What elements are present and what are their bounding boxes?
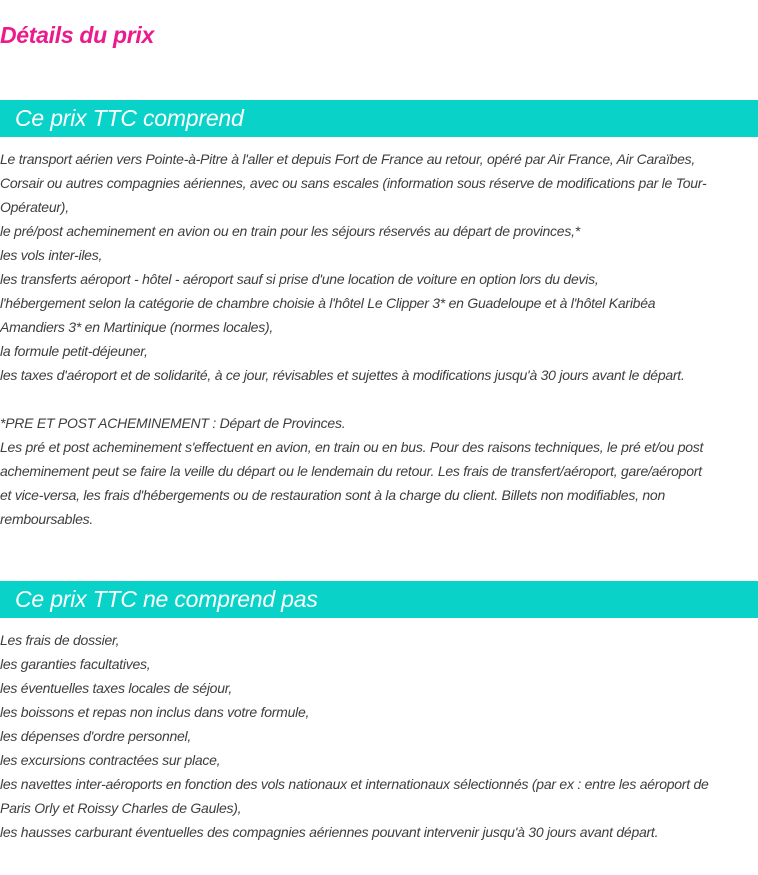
- includes-line: Le transport aérien vers Pointe-à-Pitre à l'aller et depuis Fort de France au retour, opéré par Air France, Air Caraïbes,: [0, 151, 696, 167]
- includes-line: les transferts aéroport - hôtel - aéroport sauf si prise d'une location de voiture en option lors du devis,: [0, 271, 599, 287]
- note-line: acheminement peut se faire la veille du départ ou le lendemain du retour. Les frais de transfert/aéroport, gare/aéroport: [0, 463, 702, 479]
- excludes-line: les excursions contractées sur place,: [0, 752, 221, 768]
- includes-line: l'hébergement selon la catégorie de chambre choisie à l'hôtel Le Clipper 3* en Guadeloupe et à l'hôtel Karibéa: [0, 295, 656, 311]
- excludes-heading-band: Ce prix TTC ne comprend pas: [0, 581, 758, 618]
- excludes-section: [0, 628, 758, 844]
- paragraph-spacer: [0, 387, 758, 411]
- includes-line: les vols inter-iles,: [0, 247, 103, 263]
- includes-heading-band: Ce prix TTC comprend: [0, 100, 758, 137]
- excludes-line: les garanties facultatives,: [0, 656, 151, 672]
- includes-line: la formule petit-déjeuner,: [0, 343, 148, 359]
- page-title: Détails du prix: [0, 22, 154, 48]
- excludes-line: les éventuelles taxes locales de séjour,: [0, 680, 233, 696]
- includes-line: les taxes d'aéroport et de solidarité, à ce jour, révisables et sujettes à modifications jusqu'à 30 jours avant le départ.: [0, 367, 685, 383]
- excludes-line: les hausses carburant éventuelles des compagnies aériennes pouvant intervenir jusqu'à 30 jours avant départ.: [0, 824, 659, 840]
- excludes-line: Les frais de dossier,: [0, 632, 120, 648]
- note-line: remboursables.: [0, 511, 93, 527]
- includes-line: Corsair ou autres compagnies aériennes, avec ou sans escales (information sous réserve de modifications par le Tour-: [0, 175, 707, 191]
- excludes-line: les navettes inter-aéroports en fonction des vols nationaux et internationaux sélectionnés (par ex : entre les aéroport de: [0, 776, 709, 792]
- excludes-line: les boissons et repas non inclus dans votre formule,: [0, 704, 310, 720]
- note-line: *PRE ET POST ACHEMINEMENT : Départ de Provinces.: [0, 415, 346, 431]
- note-line: Les pré et post acheminement s'effectuent en avion, en train ou en bus. Pour des raisons techniques, le pré et/ou post: [0, 439, 704, 455]
- excludes-line: les dépenses d'ordre personnel,: [0, 728, 192, 744]
- includes-line: le pré/post acheminement en avion ou en train pour les séjours réservés au départ de provinces,*: [0, 223, 580, 239]
- includes-section: [0, 147, 758, 531]
- includes-line: Opérateur),: [0, 199, 69, 215]
- note-line: et vice-versa, les frais d'hébergements ou de restauration sont à la charge du client. Billets non modifiables, non: [0, 487, 665, 503]
- excludes-line: Paris Orly et Roissy Charles de Gaules),: [0, 800, 242, 816]
- includes-line: Amandiers 3* en Martinique (normes locales),: [0, 319, 274, 335]
